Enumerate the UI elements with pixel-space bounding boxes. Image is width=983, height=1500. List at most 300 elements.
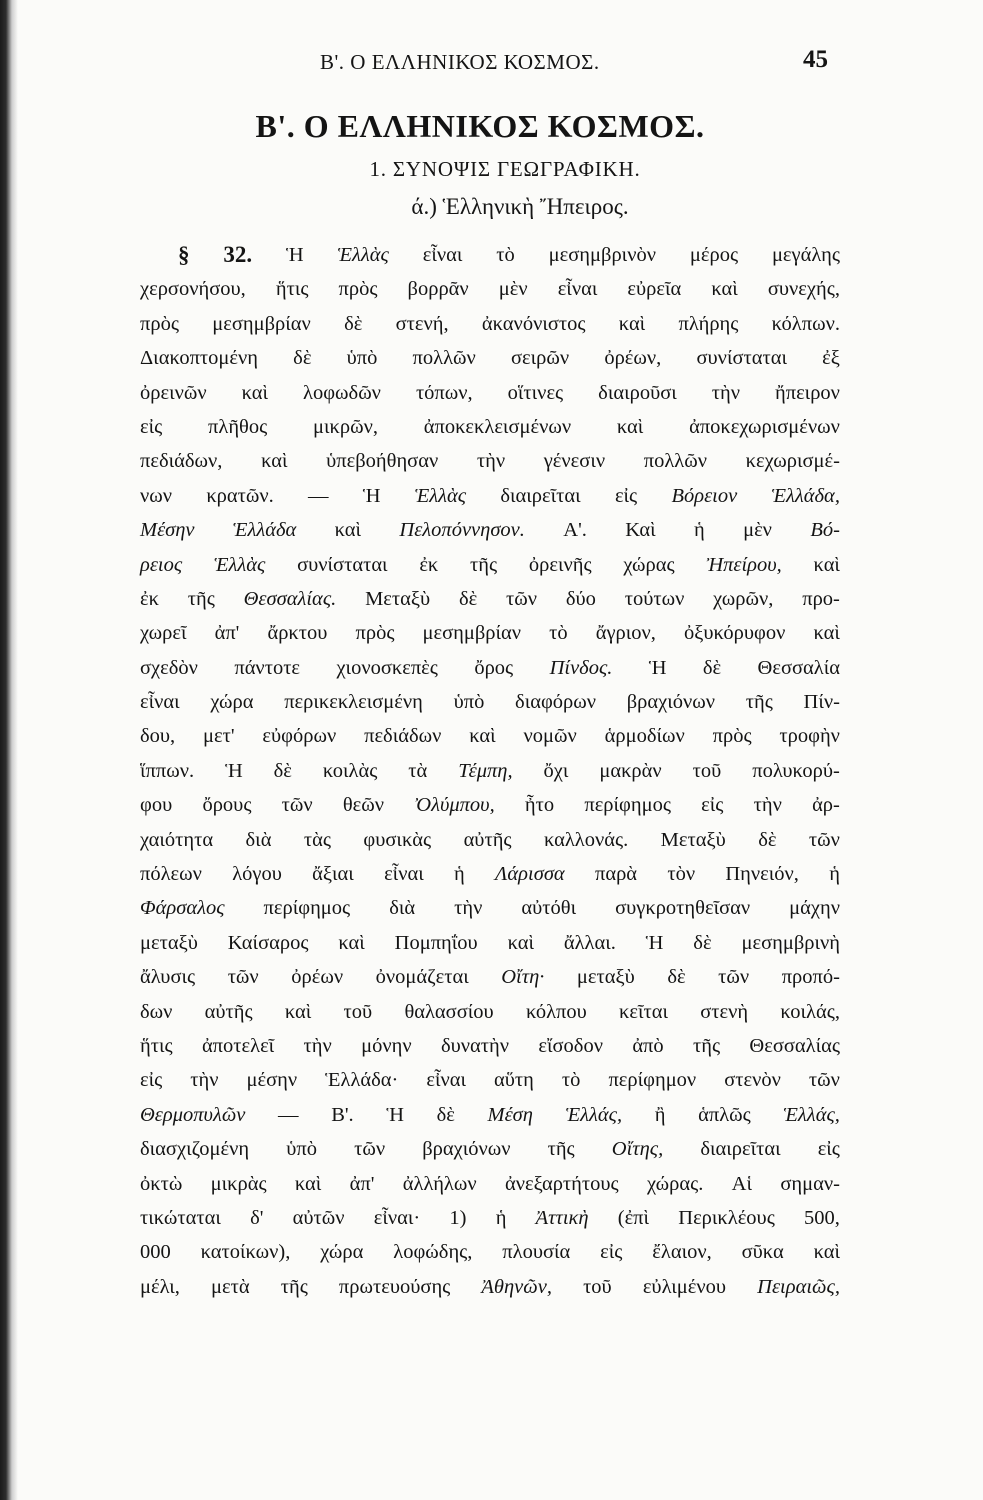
- text-line: [140, 857, 840, 891]
- word: πάντοτε: [234, 656, 301, 679]
- word: διαιροῦσι: [598, 381, 677, 404]
- word: πλῆθος: [208, 415, 268, 438]
- running-title: Β'. Ο ΕΛΛΗΝΙΚΟΣ ΚΟΣΜΟΣ.: [320, 50, 600, 74]
- word: Ἡ: [648, 656, 667, 679]
- word: ὑπὸ: [346, 347, 378, 370]
- word: Μεταξὺ: [365, 587, 431, 610]
- word: καὶ: [711, 278, 738, 301]
- word: Ἑλλάδα·: [325, 1069, 399, 1092]
- word: Καίσαρος: [227, 931, 309, 954]
- word: μέλι,: [140, 1275, 180, 1298]
- word: στενή,: [395, 312, 449, 335]
- word: κεῖται: [619, 1000, 668, 1023]
- word: δὲ: [758, 828, 777, 851]
- word: νων: [140, 484, 173, 507]
- word: δὲ: [436, 1103, 455, 1126]
- word: κοιλὰς: [322, 759, 378, 782]
- word: ἁρμοδίων: [604, 725, 685, 748]
- word: δὲ: [344, 312, 363, 335]
- word: Ἑλλάς,: [783, 1103, 840, 1126]
- word: μέρος: [689, 244, 739, 266]
- word: τῆς: [280, 1275, 308, 1298]
- word: ἡ: [693, 519, 705, 542]
- word: ἥτις: [140, 1034, 173, 1057]
- text-line: [140, 651, 840, 685]
- word: μάχην: [789, 897, 840, 920]
- text-line: [140, 685, 840, 719]
- word: τὴν: [190, 1069, 219, 1092]
- word: μόνην: [361, 1034, 412, 1057]
- word: εἴσοδον: [538, 1034, 603, 1057]
- word: τῆς: [470, 553, 498, 576]
- word: ὄχι: [543, 759, 569, 782]
- word: χωρῶν,: [713, 587, 774, 610]
- word: δων: [140, 1000, 173, 1023]
- body-text: [140, 238, 840, 1304]
- word: συνεχής,: [767, 278, 840, 301]
- word: νομῶν: [523, 725, 577, 748]
- word: Α'.: [563, 519, 587, 542]
- word: Θερμοπυλῶν: [140, 1103, 246, 1126]
- word: τῶν: [227, 966, 259, 989]
- word: κεχωρισμέ-: [745, 450, 840, 473]
- word: πρὸς: [140, 312, 179, 335]
- word: Ἑλλὰς: [213, 553, 266, 576]
- word: Φάρσαλος: [140, 897, 225, 920]
- word: οἵτινες: [507, 381, 564, 404]
- word: καὶ: [241, 381, 269, 404]
- word: συγκροτηθεῖσαν: [615, 897, 751, 920]
- word: τῆς: [693, 1034, 721, 1057]
- word: περίφημος: [263, 897, 351, 920]
- word: πολλῶν: [412, 347, 476, 370]
- word: χαιότητα: [140, 828, 214, 851]
- word: τὸ: [496, 244, 515, 266]
- word: Θεσσαλία: [757, 656, 840, 679]
- word: σῦκα: [741, 1241, 784, 1264]
- word: καὶ: [616, 415, 644, 438]
- word: (ἐπὶ: [617, 1206, 650, 1229]
- text-line: [140, 616, 840, 650]
- word: ἀπ': [214, 622, 240, 645]
- word: τὸ: [561, 1069, 581, 1092]
- word: εἰς: [817, 1138, 840, 1161]
- text-line: [140, 341, 840, 375]
- word: χιονοσκεπὲς: [336, 656, 438, 679]
- text-line: [140, 272, 840, 306]
- word: Λάρισσα: [495, 863, 565, 886]
- text-line: [140, 376, 840, 410]
- word: ὀκτὼ: [140, 1172, 183, 1195]
- word: τὴν: [753, 794, 782, 817]
- word: πεδιάδων,: [140, 450, 223, 473]
- word: Βόρειον: [671, 484, 738, 507]
- word: μέσην: [246, 1069, 298, 1092]
- word: Ἑλλάδα,: [771, 484, 840, 507]
- text-line: [140, 582, 840, 616]
- word: αὐτῆς: [463, 828, 512, 851]
- word: καὶ: [469, 725, 496, 748]
- word: χωρεῖ: [140, 622, 187, 645]
- word: εἰς: [701, 794, 724, 817]
- word: Ἠπείρου,: [706, 553, 782, 576]
- word: μεσημβρινὸν: [548, 244, 656, 266]
- word: στενὸν: [724, 1069, 781, 1092]
- word: ἀνεξαρτήτους: [504, 1172, 619, 1195]
- word: διαιρεῖται: [500, 484, 581, 507]
- word: περίφημος: [584, 794, 671, 817]
- word: δὲ: [293, 347, 312, 370]
- word: συνίσταται: [696, 347, 787, 370]
- word: τῆς: [745, 691, 773, 714]
- word: περίφημον: [608, 1069, 697, 1092]
- word: εἶναι·: [373, 1206, 421, 1229]
- word: ἐκ: [140, 587, 159, 610]
- word: διαφόρων: [515, 691, 597, 714]
- word: αὐτῶν: [292, 1206, 345, 1229]
- word: μεγάλης: [771, 244, 840, 266]
- word: πλουσία: [502, 1241, 571, 1264]
- word: Περικλέους: [678, 1206, 775, 1229]
- word: αὕτη: [494, 1069, 534, 1092]
- word: ἀπ': [349, 1172, 375, 1195]
- word: καλλονάς.: [543, 828, 629, 851]
- text-line: [140, 513, 840, 547]
- word: μετ': [203, 725, 235, 748]
- text-line: [140, 479, 840, 513]
- word: Καὶ: [625, 519, 656, 542]
- text-line: [140, 1201, 840, 1235]
- text-line: [140, 1167, 840, 1201]
- text-line: [140, 1063, 840, 1097]
- word: ἡ: [495, 1206, 507, 1229]
- word: Οἴτης,: [611, 1138, 664, 1161]
- word: §: [178, 242, 190, 267]
- word: εὐρεῖα: [627, 278, 682, 301]
- word: τῆς: [547, 1138, 575, 1161]
- word: τικώταται: [140, 1206, 221, 1229]
- word: δύο: [565, 587, 596, 610]
- word: καὶ: [618, 312, 646, 335]
- word: καὶ: [813, 1241, 840, 1264]
- word: Βό-: [810, 519, 840, 542]
- word: Μεταξὺ: [660, 828, 726, 851]
- word: ἀποτελεῖ: [201, 1034, 275, 1057]
- word: κρατῶν.: [206, 484, 274, 507]
- book-page: [140, 46, 840, 1304]
- word: ἵππων.: [140, 759, 195, 782]
- word: ὄρους: [202, 794, 252, 817]
- text-line: [140, 926, 840, 960]
- word: πλήρης: [678, 312, 739, 335]
- word: τοῦ: [343, 1000, 373, 1023]
- word: Πειραιῶς,: [757, 1275, 840, 1298]
- text-line: [140, 1132, 840, 1166]
- word: τῶν: [808, 828, 840, 851]
- word: Μέση: [487, 1103, 533, 1126]
- word: 32.: [223, 242, 253, 267]
- word: καὶ: [507, 931, 534, 954]
- word: ἥτις: [275, 278, 309, 301]
- word: τὸ: [549, 622, 568, 645]
- word: φου: [140, 794, 173, 817]
- page-header: [140, 46, 840, 80]
- word: ὀρέων,: [604, 347, 662, 370]
- word: λοφωδῶν: [303, 381, 381, 404]
- word: ἀλλήλων: [402, 1172, 477, 1195]
- word: κοιλάς,: [780, 1000, 840, 1023]
- word: Ἀθηνῶν,: [481, 1275, 552, 1298]
- word: Ὀλύμπου,: [414, 794, 495, 817]
- word: γένεσιν: [543, 450, 606, 473]
- text-line: [140, 410, 840, 444]
- word: εὐλιμένου: [642, 1275, 727, 1298]
- word: μεσημβρίαν: [422, 622, 522, 645]
- word: ὑπεβοήθησαν: [326, 450, 439, 473]
- word: τῶν: [281, 794, 313, 817]
- word: μὲν: [743, 519, 772, 542]
- word: βορρᾶν: [407, 278, 469, 301]
- word: διὰ: [245, 828, 272, 851]
- word: 500,: [804, 1206, 840, 1229]
- word: ἦτο: [524, 794, 555, 817]
- word: κόλπων.: [771, 312, 840, 335]
- word: λόγου: [232, 863, 282, 886]
- word: δὲ: [667, 966, 686, 989]
- word: πολυκορύ-: [752, 759, 840, 782]
- word: εἶναι: [422, 244, 463, 266]
- word: εὐφόρων: [262, 725, 337, 748]
- word: τὰς: [303, 828, 331, 851]
- text-line: [140, 307, 840, 341]
- word: ἄλυσις: [140, 966, 196, 989]
- word: καὶ: [334, 519, 362, 542]
- word: καὶ: [813, 553, 840, 576]
- word: φυσικὰς: [363, 828, 432, 851]
- word: δὲ: [273, 759, 292, 782]
- word: ἀρ-: [812, 794, 840, 817]
- word: στενὴ: [700, 1000, 749, 1023]
- word: θαλασσίου: [404, 1000, 494, 1023]
- word: τῶν: [506, 587, 538, 610]
- text-line: [140, 960, 840, 994]
- word: δ': [250, 1206, 264, 1229]
- word: μεσημβρινὴ: [741, 931, 840, 954]
- word: Τέμπη,: [458, 759, 513, 782]
- text-line: [140, 1029, 840, 1063]
- text-line: [140, 1270, 840, 1304]
- word: ἀποκεκλεισμένων: [423, 415, 572, 438]
- word: πόλεων: [140, 863, 202, 886]
- word: μακρὰν: [599, 759, 662, 782]
- word: δυνατὴν: [440, 1034, 510, 1057]
- word: δὲ: [693, 931, 712, 954]
- word: ὀρεινῶν: [140, 381, 207, 404]
- word: εἰς: [140, 415, 163, 438]
- word: τὴν: [454, 897, 483, 920]
- word: καὶ: [294, 1172, 322, 1195]
- word: διασχιζομένη: [140, 1138, 250, 1161]
- word: ἐκ: [419, 553, 439, 576]
- word: Πίνδος.: [549, 656, 613, 679]
- word: —: [308, 484, 329, 507]
- word: προ-: [802, 587, 840, 610]
- word: Μέσην: [140, 519, 195, 542]
- word: τῶν: [718, 966, 750, 989]
- word: χερσονήσου,: [140, 278, 246, 301]
- word: —: [278, 1103, 299, 1126]
- text-line: [140, 444, 840, 478]
- word: ἁπλῶς: [698, 1103, 751, 1126]
- word: εἰς: [614, 484, 638, 507]
- word: χώρας.: [646, 1172, 704, 1195]
- word: Θεσσαλίας: [749, 1034, 840, 1057]
- word: ἐξ: [822, 347, 840, 370]
- word: δὲ: [702, 656, 722, 679]
- page-binding-edge: [0, 0, 18, 1500]
- word: ὀρεινῆς: [528, 553, 592, 576]
- word: ἄρκτου: [267, 622, 328, 645]
- word: ἀκανόνιστος: [481, 312, 586, 335]
- word: μεταξὺ: [140, 931, 198, 954]
- word: τῶν: [808, 1069, 840, 1092]
- word: καὶ: [338, 931, 365, 954]
- word: χώρα: [210, 691, 254, 714]
- word: δὲ: [458, 587, 478, 610]
- word: σειρῶν: [510, 347, 570, 370]
- text-line: [140, 823, 840, 857]
- word: ὀνομάζεται: [375, 966, 469, 989]
- word: πεδιάδων: [364, 725, 442, 748]
- word: τὴν: [711, 381, 741, 404]
- word: Διακοπτομένη: [140, 347, 258, 370]
- word: καὶ: [261, 450, 288, 473]
- word: καὶ: [813, 622, 840, 645]
- word: μετὰ: [211, 1275, 250, 1298]
- word: Οἴτη·: [501, 966, 545, 989]
- word: 1): [449, 1206, 467, 1229]
- word: βραχιόνων: [626, 691, 716, 714]
- word: τόπων,: [415, 381, 473, 404]
- word: Ἡ: [362, 484, 381, 507]
- word: χώρα: [320, 1241, 364, 1264]
- word: τὰ: [408, 759, 428, 782]
- word: Πομπηΐου: [394, 931, 478, 954]
- text-line: [140, 891, 840, 925]
- word: ἀπὸ: [632, 1034, 664, 1057]
- word: αὐτῆς: [204, 1000, 253, 1023]
- chapter-subtitle: 1. ΣΥΝΟΨΙΣ ΓΕΩΓΡΑΦΙΚΗ.: [369, 157, 641, 181]
- word: Πίν-: [803, 691, 840, 714]
- word: εἶναι: [140, 691, 180, 714]
- word: διαιρεῖται: [700, 1138, 781, 1161]
- word: βραχιόνων: [422, 1138, 511, 1161]
- word: 000: [140, 1241, 171, 1264]
- section-subsubtitle: ά.) Ἑλληνικὴ Ἤπειρος.: [411, 194, 629, 219]
- word: χώρας: [623, 553, 675, 576]
- word: καὶ: [284, 1000, 312, 1023]
- word: Ἑλλάς,: [565, 1103, 623, 1126]
- word: τὸν: [667, 863, 696, 886]
- word: Πηνειόν,: [725, 863, 799, 886]
- word: λοφώδης,: [393, 1241, 473, 1264]
- word: πρὸς: [355, 622, 395, 645]
- word: ἡ: [829, 863, 840, 886]
- word: Ἡ: [386, 1103, 404, 1126]
- word: πολλῶν: [643, 450, 708, 473]
- word: τῶν: [354, 1138, 386, 1161]
- word: Ἡ: [225, 759, 243, 782]
- word: θεῶν: [342, 794, 385, 817]
- word: Ἑλλάδα: [232, 519, 297, 542]
- word: ὑπὸ: [286, 1138, 317, 1161]
- word: Β'.: [331, 1103, 354, 1126]
- word: ἀποκεχωρισμένων: [689, 415, 840, 438]
- word: πρωτευούσης: [338, 1275, 451, 1298]
- word: κατοίκων),: [200, 1241, 291, 1264]
- word: τὴν: [476, 450, 506, 473]
- word: σχεδὸν: [140, 656, 198, 679]
- text-line: [140, 788, 840, 822]
- word: τὴν: [303, 1034, 332, 1057]
- word: Θεσσαλίας.: [243, 587, 337, 610]
- word: τούτων: [624, 587, 685, 610]
- word: εἰς: [140, 1069, 163, 1092]
- text-line: [140, 1098, 840, 1132]
- word: Πελοπόννησον.: [399, 519, 525, 542]
- word: εἰς: [600, 1241, 623, 1264]
- word: ἤπειρον: [775, 381, 840, 404]
- word: ἔλαιον,: [652, 1241, 712, 1264]
- word: ὀρέων: [291, 966, 344, 989]
- word: μεσημβρίαν: [212, 312, 311, 335]
- word: σημαν-: [780, 1172, 840, 1195]
- word: συνίσταται: [297, 553, 388, 576]
- section-title: Β'. Ο ΕΛΛΗΝΙΚΟΣ ΚΟΣΜΟΣ.: [255, 108, 705, 144]
- word: πρὸς: [338, 278, 378, 301]
- word: ὑπὸ: [453, 691, 485, 714]
- word: κόλπου: [525, 1000, 587, 1023]
- word: ἄλλαι.: [563, 931, 616, 954]
- word: μεταξὺ: [576, 966, 635, 989]
- word: μὲν: [498, 278, 528, 301]
- word: πρὸς: [712, 725, 752, 748]
- word: ἄξιαι: [312, 863, 354, 886]
- word: ἡ: [454, 863, 465, 886]
- text-line: [140, 995, 840, 1029]
- text-line: [140, 754, 840, 788]
- word: Ἡ: [645, 931, 664, 954]
- text-line: [140, 1235, 840, 1269]
- word: αὐτόθι: [521, 897, 577, 920]
- word: τοῦ: [692, 759, 722, 782]
- word: Ἑλλὰς: [414, 484, 467, 507]
- page-number: 45: [803, 46, 828, 73]
- word: εἶναι: [384, 863, 424, 886]
- word: τροφὴν: [779, 725, 840, 748]
- word: μικρὰς: [210, 1172, 267, 1195]
- text-line: [140, 548, 840, 582]
- word: ὄρος: [474, 656, 514, 679]
- word: περικεκλεισμένη: [284, 691, 423, 714]
- word: προπό-: [781, 966, 840, 989]
- word: ὀξυκόρυφον: [684, 622, 786, 645]
- word: δου,: [140, 725, 176, 748]
- word: ἢ: [654, 1103, 666, 1126]
- word: τοῦ: [583, 1275, 612, 1298]
- word: Ἀττικὴ: [535, 1206, 589, 1229]
- word: ἄγριον,: [595, 622, 656, 645]
